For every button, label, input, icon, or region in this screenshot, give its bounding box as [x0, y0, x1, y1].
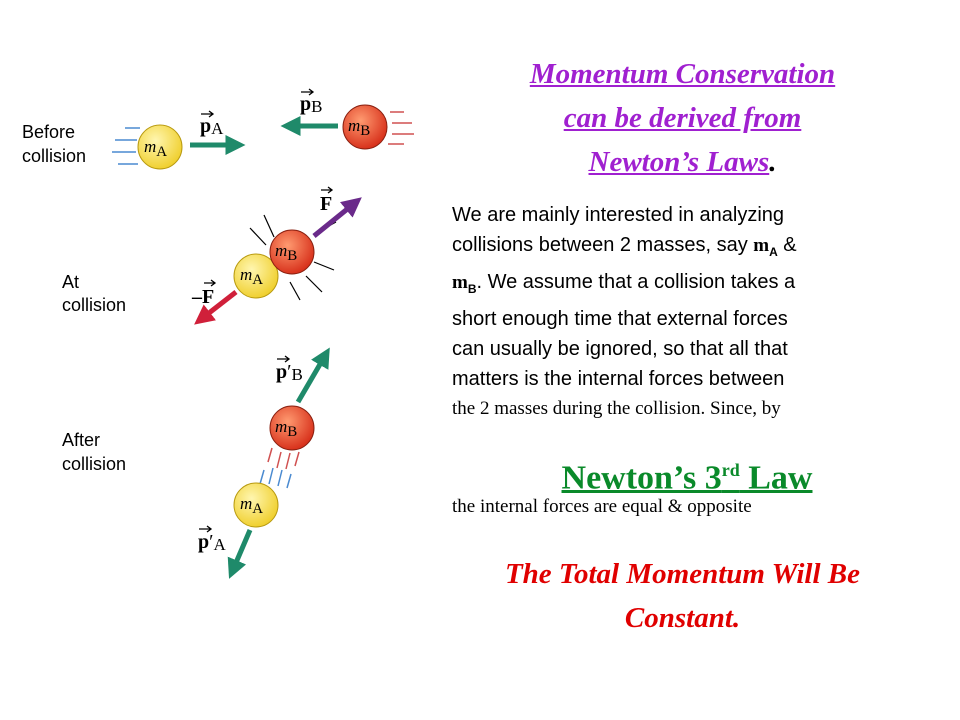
title-line-2: can be derived from	[563, 102, 802, 134]
mass-a-subscript: A	[769, 245, 778, 259]
title-line-1: Momentum Conservation	[529, 58, 836, 90]
motion-lines-b-before	[388, 112, 414, 144]
conclusion-line-1: The Total Momentum Will Be	[504, 558, 861, 590]
ball-a-after-label: mA	[240, 494, 264, 517]
law-explanation: the internal forces are equal & opposite	[452, 496, 752, 517]
before-label: Before collision	[22, 122, 87, 166]
momentum-a-label: pA	[200, 115, 224, 138]
body-line-2	[452, 230, 922, 267]
body-line-4: short enough time that external forces	[452, 308, 788, 330]
neg-force-label: –F	[192, 286, 215, 308]
mass-b-symbol: m	[452, 272, 468, 293]
ball-b-after-label: mB	[275, 417, 298, 440]
body-line-3-text: . We assume that a collision takes a	[476, 271, 796, 293]
body-line-2-text: collisions between 2 masses, say	[452, 234, 754, 256]
mass-a-symbol: m	[753, 235, 770, 256]
at-collision-label: At collision	[62, 272, 127, 315]
law-rest: Law	[739, 459, 813, 497]
motion-lines-b-after	[268, 448, 299, 469]
ball-a-at-label: mA	[240, 265, 264, 288]
slide-title	[440, 52, 925, 184]
mass-b-subscript: B	[467, 282, 477, 296]
body-paragraph	[452, 200, 922, 424]
title-period: .	[769, 146, 777, 178]
body-line-1: We are mainly interested in analyzing	[452, 204, 785, 226]
body-line-7: the 2 masses during the collision. Since, by	[452, 398, 781, 419]
force-label: F	[320, 193, 333, 215]
law-text: Newton’s 3	[561, 459, 722, 497]
conclusion-line-2: Constant.	[624, 602, 741, 634]
momentum-b-after-label: p′B	[276, 361, 303, 384]
newtons-third-law-heading	[452, 448, 922, 500]
body-line-6: matters is the internal forces between	[452, 368, 785, 390]
motion-lines-a-before	[112, 128, 140, 164]
momentum-b-label: pB	[300, 93, 323, 116]
conclusion	[440, 552, 925, 640]
momentum-arrow-a-after	[232, 530, 250, 572]
ball-b-at-label: mB	[275, 241, 298, 264]
momentum-a-after-label: p′A	[198, 531, 226, 554]
after-collision-label: After collision	[62, 430, 127, 474]
ball-a-before-label: mA	[144, 137, 168, 160]
title-line-3: Newton’s Laws	[588, 146, 770, 178]
law-superscript: rd	[721, 460, 740, 480]
ball-b-before-label: mB	[348, 116, 371, 139]
ampersand: &	[777, 234, 797, 256]
body-line-3	[452, 267, 922, 304]
body-line-5: can usually be ignored, so that all that	[452, 338, 788, 360]
title-line-3-wrap	[440, 140, 925, 184]
